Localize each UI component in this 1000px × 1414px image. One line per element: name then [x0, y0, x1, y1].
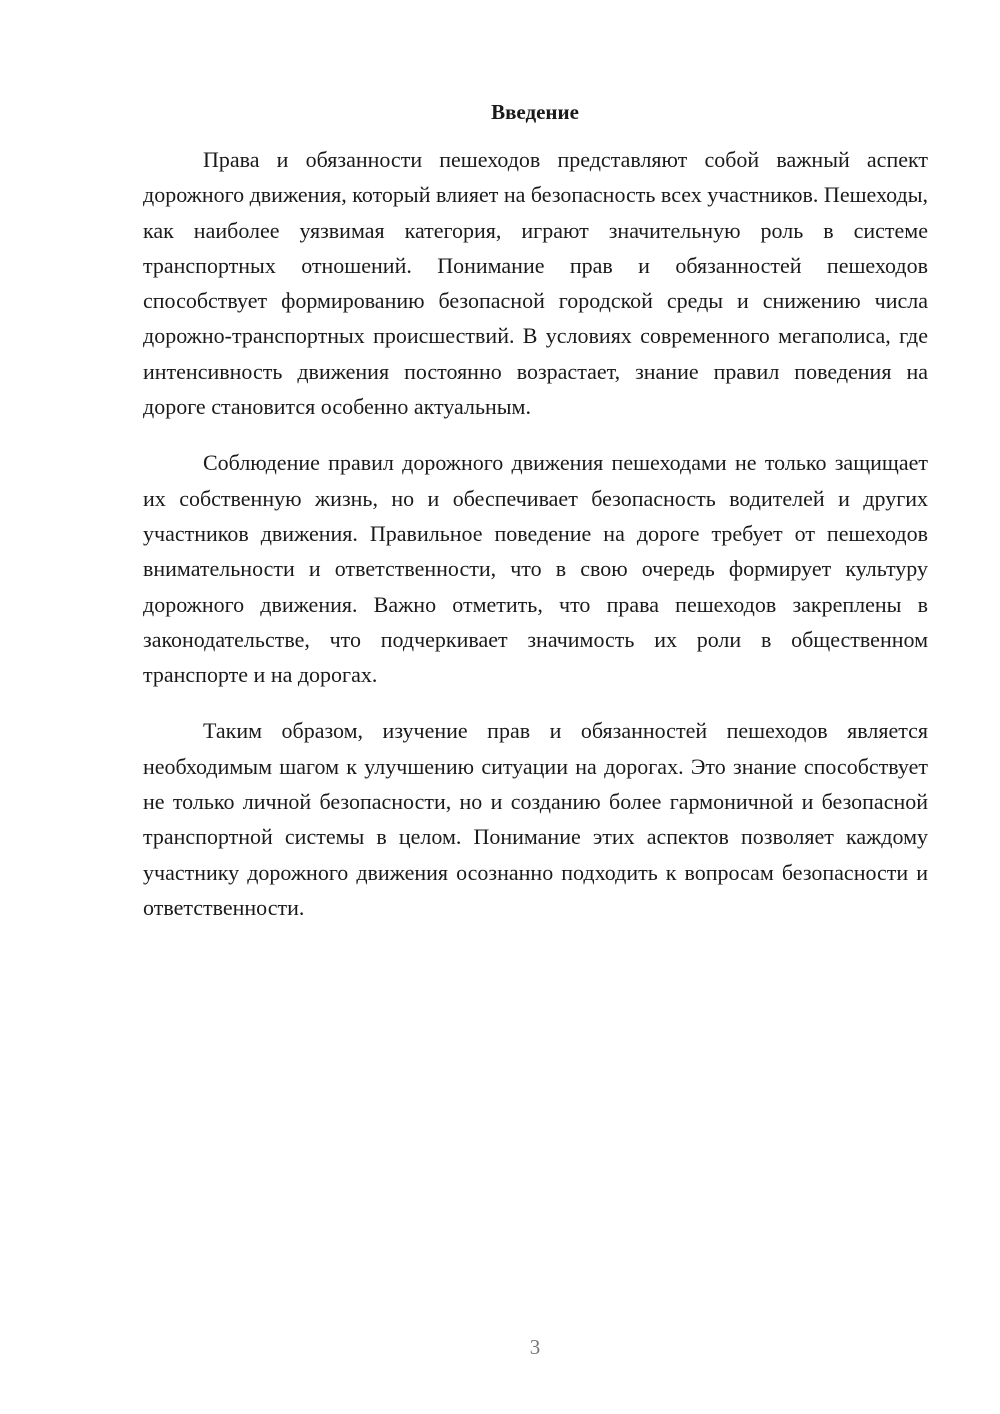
page-number: 3: [529, 1335, 541, 1359]
document-body: [143, 142, 928, 925]
paragraph-3: Таким образом, изучение прав и обязанностей пешеходов является необходимым шагом к улучшению ситуации на дорогах. Это знание способствует не только личной безопасности, но и созданию более гармоничной и безопасной транспортной системы в целом. Понимание этих аспектов позволяет каждому участнику дорожного движения осознанно подходить к вопросам безопасности и ответственности.: [143, 718, 928, 920]
paragraph-1: Права и обязанности пешеходов представляют собой важный аспект дорожного движения, который влияет на безопасность всех участников. Пешеходы, как наиболее уязвимая категория, играют значительную роль в системе транспортных отношений. Понимание прав и обязанностей пешеходов способствует формированию безопасной городской среды и снижению числа дорожно-транспортных происшествий. В условиях современного мегаполиса, где интенсивность движения постоянно возрастает, знание правил поведения на дороге становится особенно актуальным.: [143, 147, 928, 420]
paragraph-2: Соблюдение правил дорожного движения пешеходами не только защищает их собственную жизнь, но и обеспечивает безопасность водителей и других участников движения. Правильное поведение на дороге требует от пешеходов внимательности и ответственности, что в свою очередь формирует культуру дорожного движения. Важно отметить, что права пешеходов закреплены в законодательстве, что подчеркивает значимость их роли в общественном транспорте и на дорогах.: [143, 450, 928, 688]
page-title: Введение: [491, 100, 579, 124]
